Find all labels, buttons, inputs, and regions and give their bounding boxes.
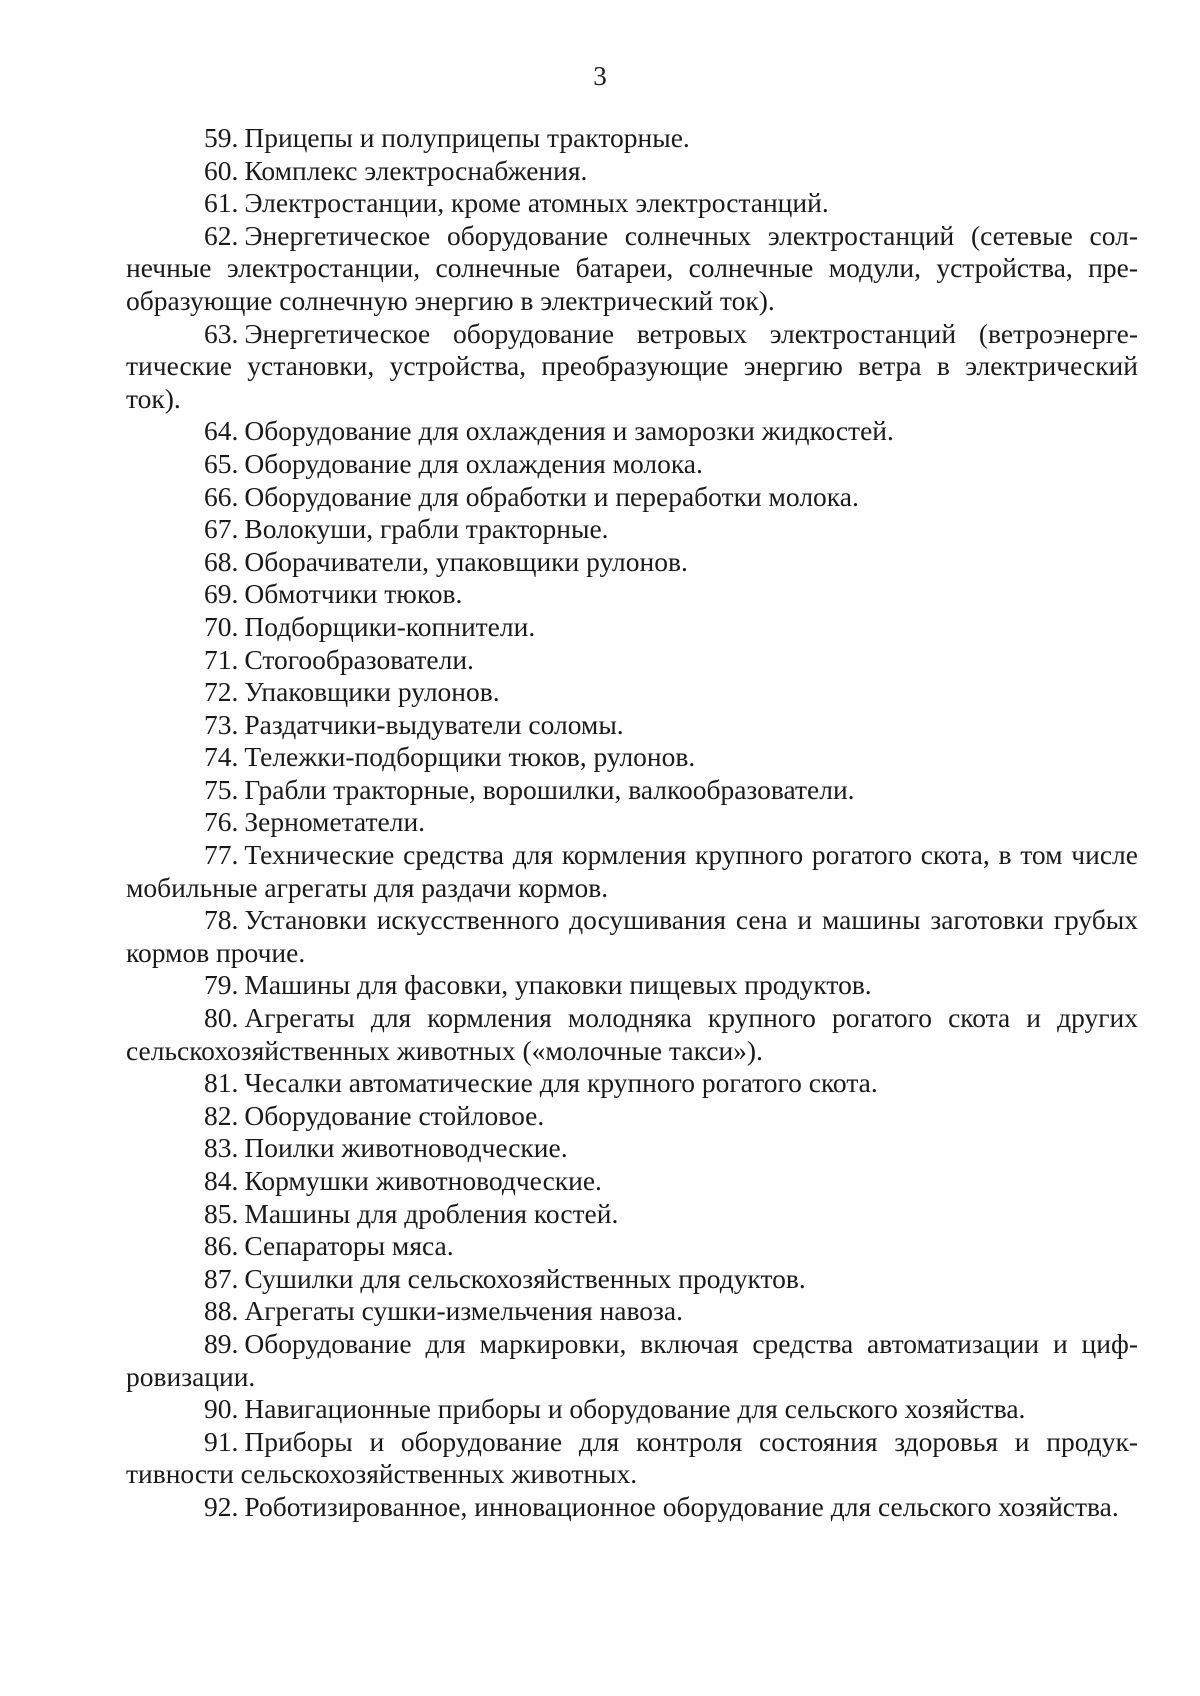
- list-item-text: Оборудование для маркировки, включая средства автоматизации и цифровизации.: [126, 1327, 1138, 1392]
- list-item-number: 73.: [204, 708, 239, 740]
- list-item: [126, 1165, 1138, 1198]
- list-item: [126, 1230, 1138, 1263]
- list-item: [126, 676, 1138, 709]
- list-item-number: 67.: [204, 513, 239, 545]
- list-item-text: Тележки-подборщики тюков, рулонов.: [244, 741, 696, 773]
- list-item-number: 60.: [204, 154, 239, 186]
- list-item-number: 85.: [204, 1197, 239, 1229]
- list-item-text: Оборудование стойловое.: [244, 1099, 545, 1131]
- list-item-number: 65.: [204, 447, 239, 479]
- list-item-text: Оборудование для обработки и переработки молока.: [244, 480, 859, 512]
- list-item: [126, 187, 1138, 220]
- list-item-text: Обмотчики тюков.: [244, 578, 463, 610]
- list-item: [126, 546, 1138, 579]
- list-item: [126, 1100, 1138, 1133]
- list-item-number: 78.: [204, 904, 239, 936]
- list-item-number: 66.: [204, 480, 239, 512]
- list-item-text: Прицепы и полуприцепы тракторные.: [244, 122, 690, 153]
- list-item-text: Сепараторы мяса.: [244, 1230, 454, 1262]
- list-item-text: Грабли тракторные, ворошилки, валкообразователи.: [244, 773, 855, 805]
- list-item-text: Сушилки для сельскохозяйственных продуктов.: [244, 1262, 806, 1294]
- list-item-number: 80.: [204, 1002, 239, 1034]
- list-item: [126, 318, 1138, 416]
- list-item: [126, 741, 1138, 774]
- list-item: [126, 1426, 1138, 1491]
- list-item-number: 84.: [204, 1165, 239, 1196]
- list-item: [126, 839, 1138, 904]
- list-item: [126, 155, 1138, 188]
- list-item: [126, 578, 1138, 611]
- list-item-number: 70.: [204, 610, 239, 642]
- list-item-number: 62.: [204, 219, 239, 251]
- list-item: [126, 448, 1138, 481]
- list-item-text: Машины для фасовки, упаковки пищевых продуктов.: [244, 969, 872, 1001]
- list-item: [126, 513, 1138, 546]
- list-item-number: 68.: [204, 545, 239, 577]
- list-item: [126, 1393, 1138, 1426]
- list-item: [126, 220, 1138, 318]
- list-item-text: Агрегаты для кормления молодняка крупного рогатого скота и других сельскохозяйственных животных («молочные такси»).: [126, 1002, 1138, 1066]
- list-item-text: Раздатчики-выдуватели соломы.: [244, 708, 624, 740]
- list-item: [126, 481, 1138, 514]
- list-item-number: 74.: [204, 741, 239, 773]
- list-item-text: Поилки животноводческие.: [244, 1132, 568, 1164]
- list-item-text: Оборудование для охлаждения молока.: [244, 447, 703, 479]
- equipment-list: [126, 122, 1138, 1524]
- list-item-number: 83.: [204, 1132, 239, 1164]
- list-item-text: Стогообразователи.: [244, 643, 474, 675]
- list-item-text: Технические средства для кормления крупного рогатого скота, в том числе мобильные агрегаты для раздачи кормов.: [126, 839, 1138, 903]
- list-item-text: Установки искусственного досушивания сена и машины заготовки грубых кормов прочие.: [126, 904, 1138, 968]
- list-item: [126, 122, 1138, 155]
- list-item-text: Упаковщики рулонов.: [244, 676, 500, 708]
- list-item-number: 59.: [204, 122, 239, 153]
- list-item-text: Энергетическое оборудование ветровых электростанций (ветроэнергетические установки, устройства, преобразующие энергию ветра в электрический ток).: [126, 317, 1138, 414]
- list-item-number: 69.: [204, 578, 239, 610]
- list-item-number: 61.: [204, 187, 239, 219]
- list-item-text: Электростанции, кроме атомных электростанций.: [244, 187, 829, 219]
- list-item: [126, 806, 1138, 839]
- list-item-text: Подборщики-копнители.: [244, 610, 536, 642]
- list-item-number: 82.: [204, 1099, 239, 1131]
- list-item: [126, 1067, 1138, 1100]
- list-item: [126, 415, 1138, 448]
- list-item-number: 81.: [204, 1067, 239, 1099]
- list-item-number: 88.: [204, 1295, 239, 1327]
- list-item-text: Зернометатели.: [244, 806, 426, 838]
- list-item-number: 86.: [204, 1230, 239, 1262]
- list-item: [126, 1002, 1138, 1067]
- list-item-text: Энергетическое оборудование солнечных электростанций (сетевые солнечные электростанции, солнечные батареи, солнечные модули, устройства, преобразующие солнечную энергию в электрический ток).: [126, 219, 1138, 316]
- list-item-number: 92.: [204, 1490, 239, 1522]
- page-number: 3: [593, 61, 607, 91]
- list-item-text: Навигационные приборы и оборудование для сельского хозяйства.: [244, 1393, 1026, 1425]
- list-item: [126, 774, 1138, 807]
- list-item: [126, 1198, 1138, 1231]
- list-item-text: Волокуши, грабли тракторные.: [244, 513, 609, 545]
- list-item-text: Роботизированное, инновационное оборудование для сельского хозяйства.: [244, 1490, 1119, 1522]
- list-item: [126, 904, 1138, 969]
- list-item: [126, 1295, 1138, 1328]
- list-item-number: 87.: [204, 1262, 239, 1294]
- list-item-number: 64.: [204, 415, 239, 447]
- list-item-text: Оборачиватели, упаковщики рулонов.: [244, 545, 688, 577]
- list-item: [126, 1132, 1138, 1165]
- list-item-number: 72.: [204, 676, 239, 708]
- list-item-number: 71.: [204, 643, 239, 675]
- list-item-number: 63.: [204, 317, 239, 349]
- list-item-text: Чесалки автоматические для крупного рогатого скота.: [244, 1067, 878, 1099]
- list-item-number: 75.: [204, 773, 239, 805]
- list-item-number: 91.: [204, 1425, 239, 1457]
- list-item-number: 90.: [204, 1393, 239, 1425]
- list-item: [126, 709, 1138, 742]
- list-item-number: 89.: [204, 1327, 239, 1359]
- list-item-text: Комплекс электроснабжения.: [244, 154, 588, 186]
- list-item: [126, 1491, 1138, 1524]
- list-item-text: Оборудование для охлаждения и заморозки жидкостей.: [244, 415, 894, 447]
- list-item: [126, 969, 1138, 1002]
- list-item: [126, 1328, 1138, 1393]
- list-item: [126, 644, 1138, 677]
- list-item-number: 77.: [204, 839, 239, 871]
- list-item-text: Кормушки животноводческие.: [244, 1165, 602, 1196]
- list-item: [126, 611, 1138, 644]
- list-item-text: Агрегаты сушки-измельчения навоза.: [244, 1295, 683, 1327]
- list-item-text: Машины для дробления костей.: [244, 1197, 619, 1229]
- list-item-number: 79.: [204, 969, 239, 1001]
- list-item: [126, 1263, 1138, 1296]
- list-item-text: Приборы и оборудование для контроля состояния здоровья и продуктивности сельскохозяйственных животных.: [126, 1425, 1138, 1490]
- list-item-number: 76.: [204, 806, 239, 838]
